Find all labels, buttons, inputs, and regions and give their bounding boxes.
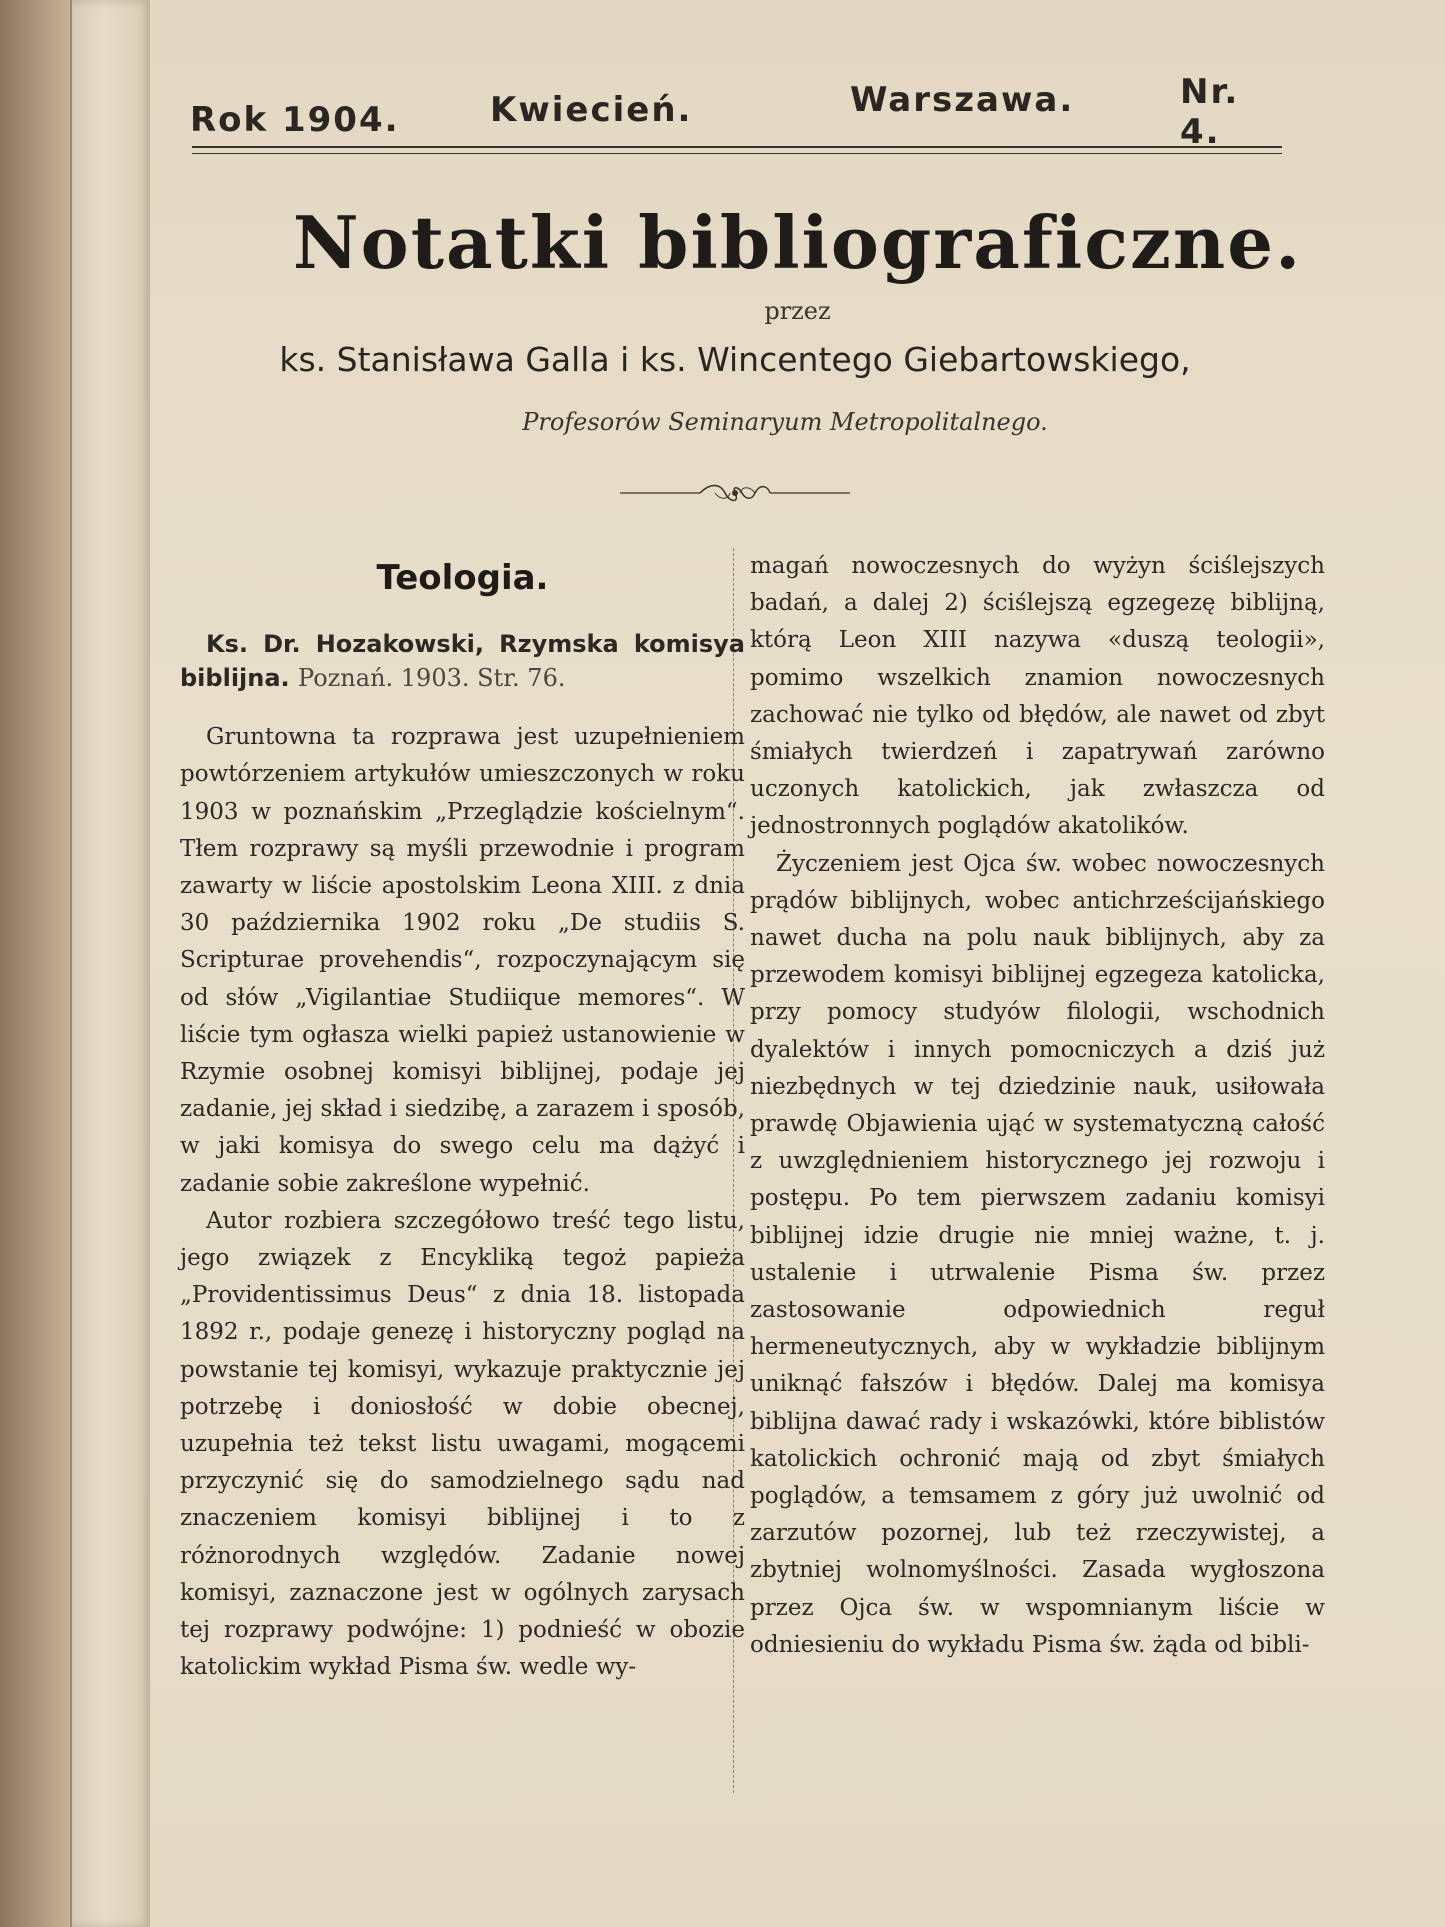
page-edge (70, 0, 152, 1927)
book-reference (180, 627, 745, 695)
right-paragraph-2: Życzeniem jest Ojca św. wobec nowoczesnych prądów biblijnych, wobec antichrześcijańskiego nawet ducha na polu nauk biblijnych, aby za przewodem komisyi biblijnej egzegeza katolicka, przy pomocy studyów filologii, wschodnich dyalektów i innych pomocniczych a dziś już niezbędnych w tej dziedzinie nauk, usiłowała prawdę Objawienia ująć w systematyczną całość z uwzględnieniem historycznego jej rozwoju i postępu. Po tem pierwszem zadaniu komisyi biblijnej idzie drugie nie mniej ważne, t. j. ustalenie i utrwalenie Pisma św. przez zastosowanie odpowiednich reguł hermeneutycznych, aby w wykładzie biblijnym uniknąć fałszów i błędów. Dalej ma komisya biblijna dawać rady i wskazówki, które biblistów katolickich ochronić mają od zbyt śmiałych poglądów, a temsamem z góry już uwolnić od zarzutów pozornej, lub też rzeczywistej, a zbytniej wolnomyślności. Zasada wygłoszona przez Ojca św. w wspomnianym liście w odniesieniu do wykładu Pisma św. żąda od bibli- (750, 850, 1325, 1658)
section-heading: Teologia. (376, 558, 549, 598)
left-paragraph-2: Autor rozbiera szczegółowo treść tego listu, jego związek z Encykliką tegoż papieża „Providentissimus Deus“ z dnia 18. listopada 1892 r., podaje genezę i historyczny pogląd na powstanie tej komisyi, wykazuje praktycznie jej potrzebę i doniosłość w dobie obecnej, uzupełnia też tekst listu uwagami, mogącemi przyczynić się do samodzielnego sądu nad znaczeniem komisyi biblijnej i to z różnorodnych względów. Zadanie nowej komisyi, zaznaczone jest w ogólnych zarysach tej rozprawy podwójne: 1) podnieść w obozie katolickim wykład Pisma św. wedle wy- (180, 1207, 745, 1681)
ornament-divider (620, 478, 850, 508)
byline-by: przez (764, 297, 831, 325)
byline-affiliation: Profesorów Seminaryum Metropolitalnego. (522, 408, 1048, 436)
byline-authors: ks. Stanisława Galla i ks. Wincentego Giebartowskiego, (279, 340, 1191, 379)
book-spine (0, 0, 70, 1927)
masthead-rule-bottom (192, 153, 1282, 154)
page-title: Notatki bibliograficzne. (292, 200, 1303, 285)
masthead-month: Kwiecień. (490, 90, 693, 130)
masthead-city: Warszawa. (850, 80, 1075, 120)
right-paragraph-1: magań nowoczesnych do wyżyn ściślejszych badań, a dalej 2) ściślejszą egzegezę biblijną, którą Leon XIII nazywa «duszą teologii», pomimo wszelkich znamion nowoczesnych zachować nie tylko od błędów, ale nawet od zbyt śmiałych twierdzeń i zapatrywań zarówno uczonych katolickich, jak zwłaszcza od jednostronnych poglądów akatolików. (750, 553, 1325, 840)
masthead (190, 72, 1280, 152)
left-paragraph-1: Gruntowna ta rozprawa jest uzupełnieniem powtórzeniem artykułów umieszczonych w roku 1903 w poznańskim „Przeglądzie kościelnym“. Tłem rozprawy są myśli przewodnie i program zawarty w liście apostolskim Leona XIII. z dnia 30 października 1902 roku „De studiis S. Scripturae provehendis“, rozpoczynającym się od słów „Vigilantiae Studiique memores“. W liście tym ogłasza wielki papież ustanowienie w Rzymie osobnej komisyi biblijnej, podaje jej zadanie, jej skład i siedzibę, a zarazem i sposób, w jaki komisya do swego celu ma dążyć i zadanie sobie zakreślone wypełnić. (180, 724, 745, 1197)
masthead-rule-top (192, 146, 1282, 148)
left-column (180, 560, 745, 1686)
book-publication: Poznań. 1903. Str. 76. (298, 664, 566, 693)
right-column (750, 548, 1325, 1664)
masthead-issue-number: Nr. 4. (1180, 72, 1240, 152)
journal-page (150, 0, 1445, 1927)
book-author-title: Ks. Dr. Hozakowski, Rzymska komisya biblijna. (180, 630, 745, 693)
masthead-year: Rok 1904. (190, 100, 400, 140)
